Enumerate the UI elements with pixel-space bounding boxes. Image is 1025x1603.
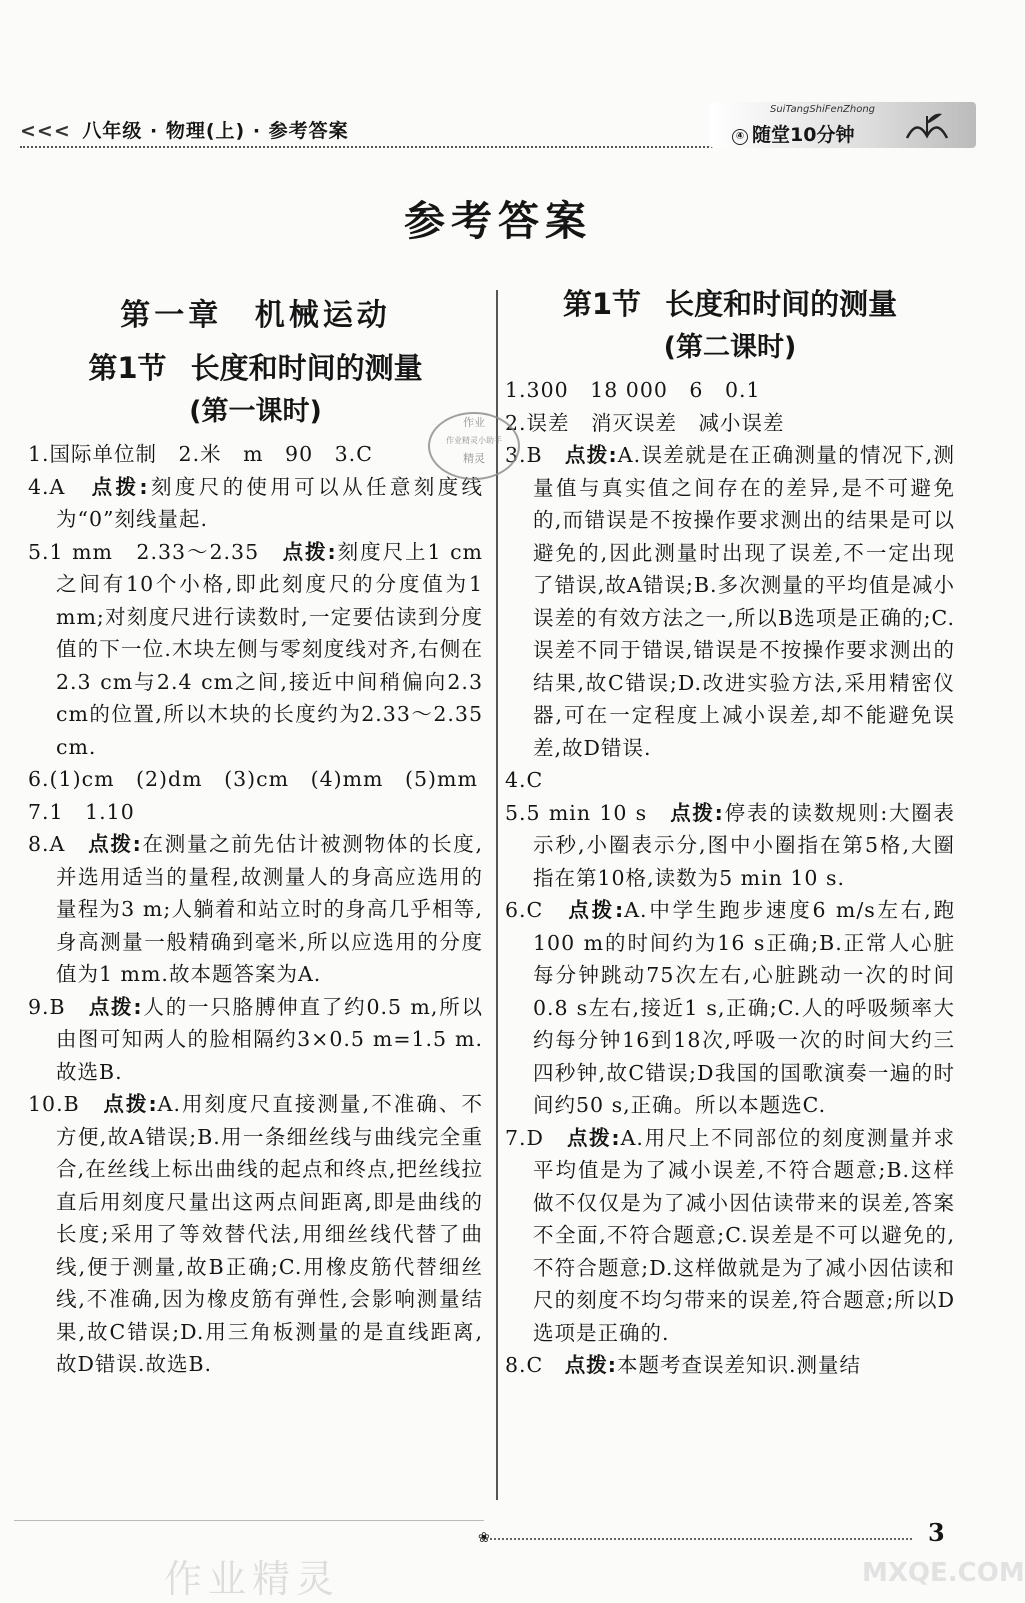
answer-item: 3.B 点拨:A.误差就是在正确测量的情况下,测量值与真实值之间存在的差异,是不可避免的,而错误是不按操作要求测出的结果是可以避免的,因此测量时出现了误差,不一定出现了错误,故A错误;B.多次测量的平均值是减小误差的有效方法之一,所以B选项是正确的;C.误差不同于错误,错误是不按操作要求测出的结果,故C错误;D.改进实验方法,采用精密仪器,可在一定程度上减小误差,却不能避免误差,故D错误. — [505, 443, 955, 760]
lesson-subheading: (第二课时) — [663, 332, 797, 363]
hint-label: 点拨: — [566, 1125, 621, 1150]
brand-title — [732, 120, 854, 147]
section-heading: 第1节 长度和时间的测量 — [562, 287, 898, 321]
page-header — [20, 102, 976, 150]
footer-ornament-icon: ❀ — [478, 1530, 490, 1546]
hint-label: 点拨: — [103, 1092, 158, 1116]
double-arrow-icon: <<< — [20, 120, 71, 142]
hint-label: 点拨: — [91, 474, 149, 499]
section-heading: 第1节 长度和时间的测量 — [88, 351, 423, 385]
answer-list — [505, 374, 955, 1382]
answer-item: 6.(1)cm (2)dm (3)cm (4)mm (5)mm — [28, 767, 478, 791]
answer-item: 6.C 点拨:A.中学生跑步速度6 m/s左右,跑100 m的时间约为16 s正确;B.正常人心脏每分钟跳动75次左右,心脏跳动一次的时间0.8 s左右,接近1 s,正确;C.人的呼吸频率大约每分钟16到18次,呼吸一次的时间大约三四秒钟,故C错误;D我国的国歌演奏一遍的时间约50 s,正确。所以本题选C. — [505, 898, 956, 1117]
site-watermark: MXQE.COM — [862, 1558, 1025, 1588]
hint-label: 点拨: — [564, 1353, 617, 1377]
lesson-subheading: (第一课时) — [189, 396, 322, 427]
answer-item: 5.5 min 10 s 点拨:停表的读数规则:大圈表示秒,小圈表示分,图中小圈指在第5格,大圈指在第10格,读数为5 min 10 s. — [505, 800, 955, 890]
watermark-text: 作业精灵 — [164, 1557, 341, 1601]
brand-block — [710, 102, 976, 148]
brand-mark: ④ — [732, 129, 748, 145]
hint-label: 点拨: — [88, 832, 142, 856]
answer-item: 4.A 点拨:刻度尺的使用可以从任意刻度线为“0”刻线量起. — [28, 474, 483, 531]
right-column — [505, 282, 955, 1382]
answer-list — [28, 438, 483, 1381]
header-dotted-rule — [20, 146, 720, 148]
answer-item: 7.D 点拨:A.用尺上不同部位的刻度测量并求平均值是为了减小误差,不符合题意;B.这样做不仅仅是为了减小因估读带来的误差,答案不全面,不符合题意;C.误差是不可以避免的,不符合题意;D.这样做就是为了减小因估读和尺的刻度不均匀带来的误差,符合题意;所以D选项是正确的. — [505, 1125, 955, 1345]
hint-label: 点拨: — [282, 539, 337, 564]
stamp-seal: 作业 作业精灵小助手 精灵 — [428, 412, 520, 480]
header-left-text: 八年级 · 物理(上) · 参考答案 — [82, 120, 349, 142]
answer-item: 8.A 点拨:在测量之前先估计被测物体的长度,并选用适当的量程,故测量人的身高应选用的量程为3 m;人躺着和站立时的身高几乎相等,身高测量一般精确到毫米,所以应选用的分度值为1 mm.故本题答案为A. — [28, 832, 483, 986]
bottom-rule — [14, 1520, 484, 1521]
page-number: 3 — [928, 1518, 945, 1547]
brand-text: 随堂10分钟 — [752, 124, 855, 146]
brand-pinyin: SuiTangShiFenZhong — [770, 104, 876, 115]
answer-item: 5.1 mm 2.33～2.35 点拨:刻度尺上1 cm之间有10个小格,即此刻度尺的分度值为1 mm;对刻度尺进行读数时,一定要估读到分度值的下一位.木块左侧与零刻度线对齐,右侧在2.3 cm与2.4 cm之间,接近中间稍偏向2.3 cm的位置,所以木块的长度约为2.33～2.35 cm. — [28, 539, 483, 759]
hint-label: 点拨: — [88, 994, 143, 1019]
answer-item: 2.误差 消灭误差 减小误差 — [505, 410, 785, 435]
book-leaf-logo-icon — [902, 108, 952, 144]
page-title: 参考答案 — [404, 197, 592, 245]
footer-dotted-rule — [482, 1538, 912, 1540]
left-column — [28, 282, 483, 1381]
answer-item: 4.C — [505, 768, 544, 792]
answer-item: 7.1 1.10 — [28, 799, 135, 824]
chapter-heading: 第一章 机械运动 — [120, 298, 391, 333]
answer-item: 8.C 点拨:本题考查误差知识.测量结 — [505, 1353, 861, 1377]
hint-label: 点拨: — [670, 800, 724, 825]
answer-item: 10.B 点拨:A.用刻度尺直接测量,不准确、不方便,故A错误;B.用一条细丝线与曲线完全重合,在丝线上标出曲线的起点和终点,把丝线拉直后用刻度尺量出这两点间距离,即是曲线的长度;采用了等效替代法,用细丝线代替了曲线,便于测量,故B正确;C.用橡皮筋代替细丝线,不准确,因为橡皮筋有弹性,会影响测量结果,故C错误;D.用三角板测量的是直线距离,故D错误.故选B. — [28, 1092, 483, 1376]
hint-label: 点拨: — [564, 443, 618, 467]
answer-item: 9.B 点拨:人的一只胳膊伸直了约0.5 m,所以由图可知两人的脸相隔约3×0.5 m=1.5 m.故选B. — [28, 994, 484, 1084]
hint-label: 点拨: — [568, 898, 625, 922]
answer-item: 1.300 18 000 6 0.1 — [505, 378, 761, 402]
header-title — [20, 116, 349, 143]
answer-item: 1.国际单位制 2.米 m 90 3.C — [28, 442, 373, 466]
